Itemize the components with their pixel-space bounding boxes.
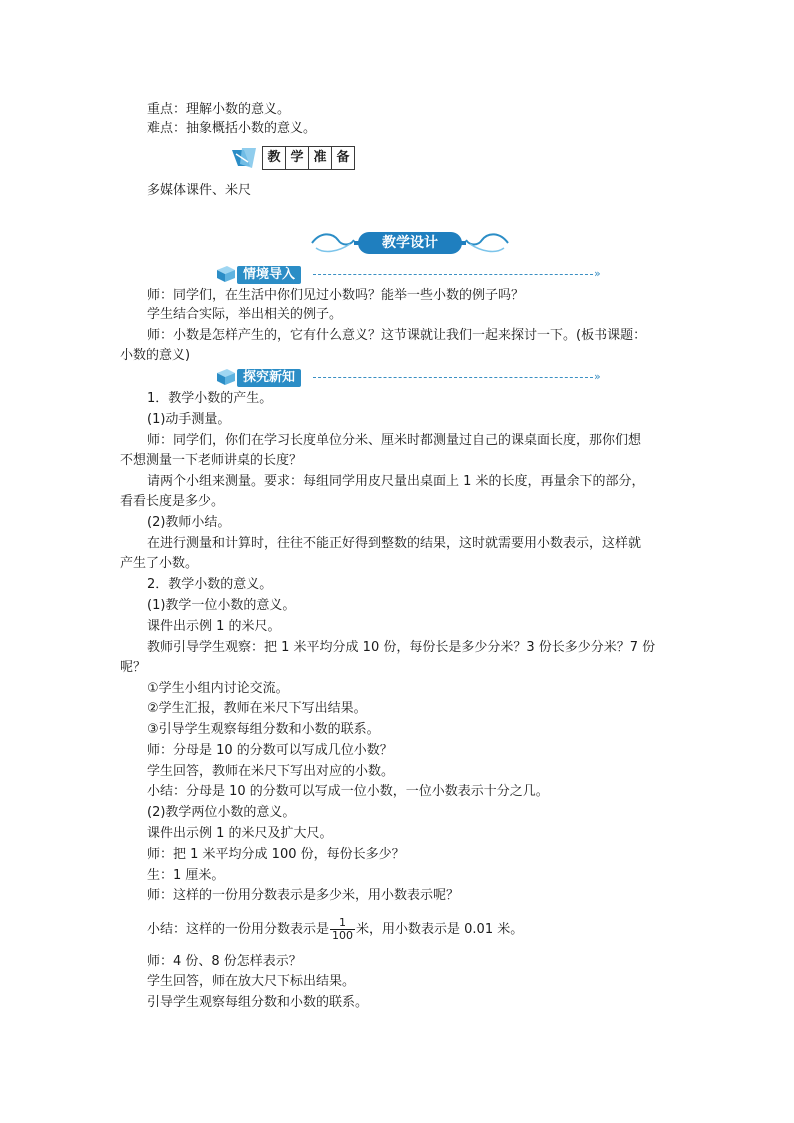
- text-line: 1．教学小数的产生。: [147, 391, 273, 406]
- section-header-explore: [213, 367, 613, 389]
- text-line: 看看长度是多少。: [120, 494, 225, 509]
- pencil-ruler-icon: [230, 146, 260, 170]
- text-line: 学生回答，师在放大尺下标出结果。: [147, 974, 356, 989]
- section-label: 探究新知: [237, 369, 301, 387]
- text-line: 小结：分母是 10 的分数可以写成一位小数，一位小数表示十分之几。: [147, 784, 549, 799]
- text-line: (1)教学一位小数的意义。: [147, 598, 296, 613]
- teaching-prep-header: [230, 145, 355, 171]
- fraction-denominator: 100: [332, 929, 354, 942]
- cube-icon: [213, 262, 239, 284]
- materials-line: 多媒体课件、米尺: [147, 183, 252, 198]
- text-line: 师：小数是怎样产生的，它有什么意义？这节课就让我们一起来探讨一下。(板书课题：: [147, 328, 647, 343]
- double-arrow-icon: »: [594, 370, 601, 383]
- prep-char: 准: [309, 147, 332, 169]
- prep-char: 教: [263, 147, 286, 169]
- prep-char: 备: [332, 147, 354, 169]
- text-line: (2)教师小结。: [147, 515, 231, 530]
- cube-icon: [213, 365, 239, 387]
- text-line: ②学生汇报，教师在米尺下写出结果。: [147, 701, 367, 716]
- text-line: (1)动手测量。: [147, 412, 231, 427]
- text-line: 教师引导学生观察：把 1 米平均分成 10 份，每份长是多少分米？3 份长多少分米？7 份: [147, 640, 656, 655]
- text-line: 师：把 1 米平均分成 100 份，每份长多少？: [147, 847, 405, 862]
- text-line: 引导学生观察每组分数和小数的联系。: [147, 995, 369, 1010]
- text-line: (2)教学两位小数的意义。: [147, 805, 296, 820]
- text-line: 师：同学们，在生活中你们见过小数吗？能举一些小数的例子吗？: [147, 288, 525, 303]
- teaching-design-title: 教学设计: [382, 235, 438, 251]
- text-line: 师：同学们，你们在学习长度单位分米、厘米时都测量过自己的课桌面长度，那你们想: [147, 433, 642, 448]
- text-line: ③引导学生观察每组分数和小数的联系。: [147, 722, 380, 737]
- summary-after: 米，用小数表示是 0.01 米。: [356, 922, 524, 937]
- text-line: 生：1 厘米。: [147, 868, 225, 883]
- double-arrow-icon: »: [594, 267, 601, 280]
- fraction-numerator: 1: [330, 917, 355, 930]
- text-line: 产生了小数。: [120, 556, 199, 571]
- text-line: 不想测量一下老师讲桌的长度？: [120, 453, 303, 468]
- text-line: 呢？: [120, 660, 147, 675]
- text-line: 师：分母是 10 的分数可以写成几位小数？: [147, 743, 393, 758]
- text-line: 在进行测量和计算时，往往不能正好得到整数的结果，这时就需要用小数表示，这样就: [147, 536, 642, 551]
- fraction: [330, 917, 355, 942]
- summary-before: 小结：这样的一份用分数表示是: [147, 922, 330, 937]
- section-header-situation: [213, 264, 613, 286]
- dashed-divider: [313, 377, 593, 378]
- text-line: 请两个小组来测量。要求：每组同学用皮尺量出桌面上 1 米的长度，再量余下的部分，: [147, 474, 645, 489]
- text-line: 师：这样的一份用分数表示是多少米，用小数表示呢？: [147, 888, 460, 903]
- text-line: 师：4 份、8 份怎样表示？: [147, 954, 302, 969]
- teaching-prep-title: [262, 146, 355, 170]
- difficulty-line: 难点：抽象概括小数的意义。: [147, 121, 317, 136]
- summary-line: [147, 917, 523, 943]
- text-line: 小数的意义): [120, 348, 191, 363]
- text-line: 课件出示例 1 的米尺及扩大尺。: [147, 826, 333, 841]
- text-line: ①学生小组内讨论交流。: [147, 681, 289, 696]
- dashed-divider: [313, 274, 593, 275]
- text-line: 课件出示例 1 的米尺。: [147, 619, 281, 634]
- text-line: 2．教学小数的意义。: [147, 577, 273, 592]
- section-label: 情境导入: [237, 266, 301, 284]
- text-line: 学生结合实际，举出相关的例子。: [147, 307, 343, 322]
- text-line: 学生回答，教师在米尺下写出对应的小数。: [147, 764, 395, 779]
- prep-char: 学: [286, 147, 309, 169]
- key-point-line: 重点：理解小数的意义。: [147, 102, 291, 117]
